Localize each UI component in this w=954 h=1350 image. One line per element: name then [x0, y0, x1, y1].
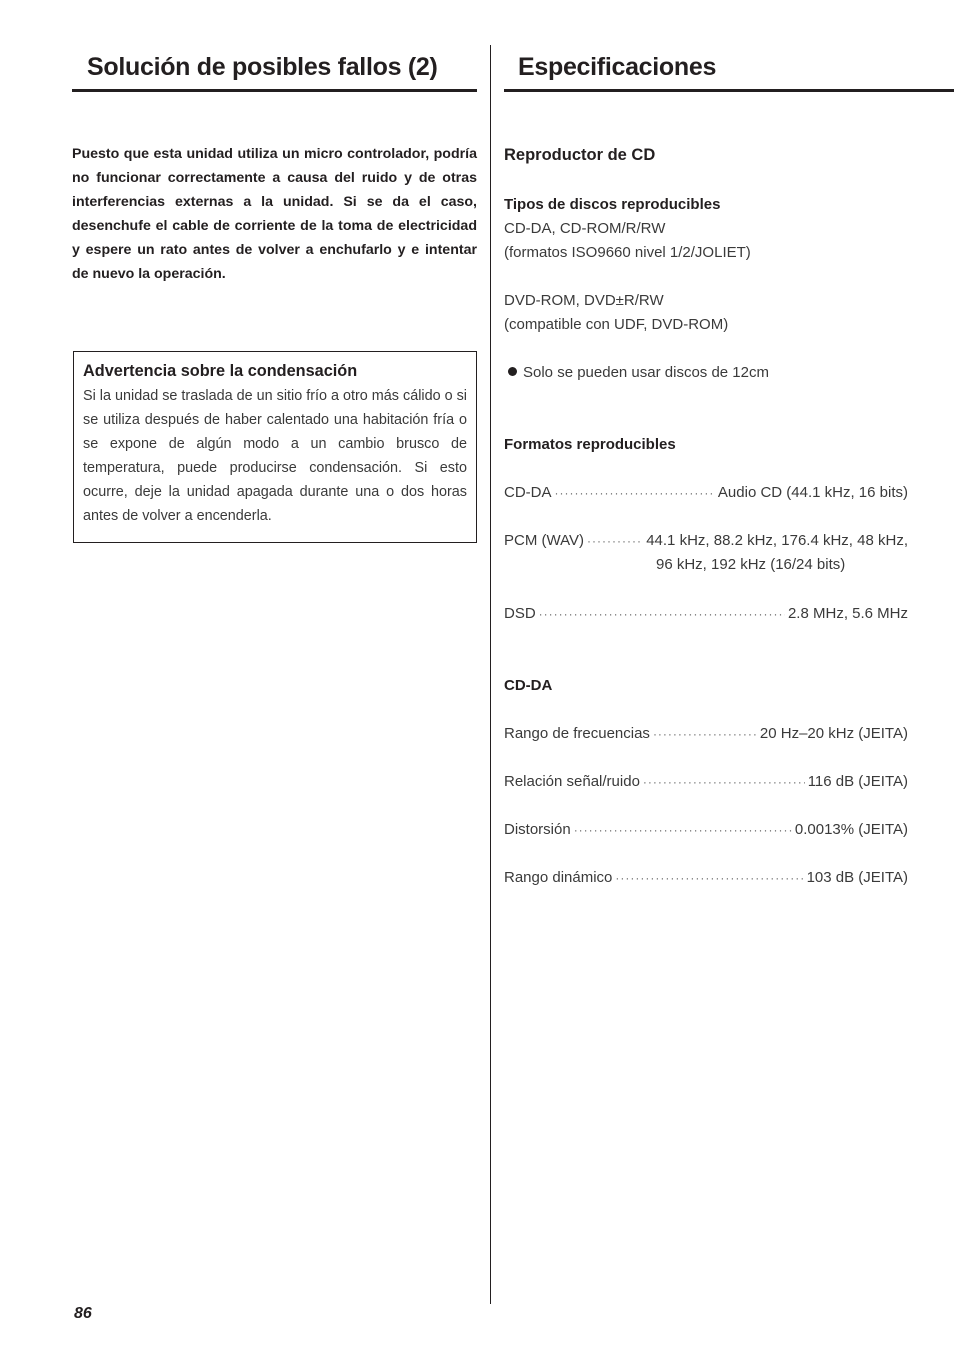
format-value: Audio CD (44.1 kHz, 16 bits) — [717, 484, 908, 501]
spec-label: Distorsión — [504, 821, 571, 838]
spec-label: Rango de frecuencias — [504, 725, 650, 742]
dot-leader — [615, 866, 803, 890]
format-label: PCM (WAV) — [504, 532, 584, 549]
spec-label: Relación señal/ruido — [504, 773, 640, 790]
format-row-cdda — [504, 481, 908, 505]
format-row-pcm — [504, 529, 908, 577]
spec-value: 103 dB (JEITA) — [806, 869, 908, 886]
format-label: DSD — [504, 605, 536, 622]
spec-row-dynamic-range — [504, 866, 908, 890]
cdda-title: CD-DA — [504, 677, 553, 694]
disc-types-line: CD-DA, CD-ROM/R/RW — [504, 220, 666, 237]
disc-size-note — [508, 361, 769, 385]
dot-leader — [539, 602, 785, 626]
dot-leader — [587, 529, 643, 553]
dot-leader — [555, 481, 715, 505]
format-row-dsd — [504, 602, 908, 626]
column-divider — [490, 45, 491, 1304]
dot-leader — [653, 722, 757, 746]
disc-size-note-text: Solo se pueden usar discos de 12cm — [523, 364, 769, 381]
specifications-heading-rule — [504, 89, 954, 92]
format-value: 2.8 MHz, 5.6 MHz — [787, 605, 908, 622]
spec-value: 116 dB (JEITA) — [807, 773, 908, 790]
cd-player-title: Reproductor de CD — [504, 146, 656, 164]
intro-paragraph: Puesto que esta unidad utiliza un micro controlador, podría no funcionar correctamente a causa del ruido y de otras interferencias externas a la unidad. Si se da el caso, desenchufe el cable de corriente de la toma de electricidad y espere un rato antes de volver a enchufarlo y e intentar de nuevo la operación. — [72, 146, 477, 282]
format-value-continued: 96 kHz, 192 kHz (16/24 bits) — [656, 556, 846, 573]
spec-label: Rango dinámico — [504, 869, 613, 886]
bullet-icon — [508, 367, 517, 376]
disc-types-title: Tipos de discos reproducibles — [504, 196, 721, 213]
troubleshooting-heading: Solución de posibles fallos (2) — [87, 53, 438, 81]
dot-leader — [574, 818, 792, 842]
dot-leader — [643, 770, 805, 794]
specifications-heading: Especificaciones — [518, 53, 717, 81]
spec-row-distortion — [504, 818, 908, 842]
condensation-warning-box — [73, 351, 477, 543]
disc-types-line: (formatos ISO9660 nivel 1/2/JOLIET) — [504, 244, 751, 261]
format-value: 44.1 kHz, 88.2 kHz, 176.4 kHz, 48 kHz, — [646, 532, 908, 549]
page-number: 86 — [74, 1305, 92, 1322]
disc-types-line: DVD-ROM, DVD±R/RW — [504, 292, 664, 309]
troubleshooting-heading-rule — [72, 89, 477, 92]
spec-value: 0.0013% (JEITA) — [794, 821, 908, 838]
spec-value: 20 Hz–20 kHz (JEITA) — [759, 725, 908, 742]
spec-row-frequency — [504, 722, 908, 746]
formats-title: Formatos reproducibles — [504, 436, 676, 453]
disc-types-line: (compatible con UDF, DVD-ROM) — [504, 316, 729, 333]
spec-row-snr — [504, 770, 908, 794]
condensation-warning-title: Advertencia sobre la condensación — [83, 362, 358, 380]
condensation-warning-body: Si la unidad se traslada de un sitio frío a otro más cálido o si se utiliza después de haber calentado una habitación fría o se expone de algún modo a un cambio brusco de temperatura, puede producirse condensación. Si esto ocurre, deje la unidad apagada durante una o dos horas antes de volver a encenderla. — [83, 388, 467, 524]
format-label: CD-DA — [504, 484, 552, 501]
